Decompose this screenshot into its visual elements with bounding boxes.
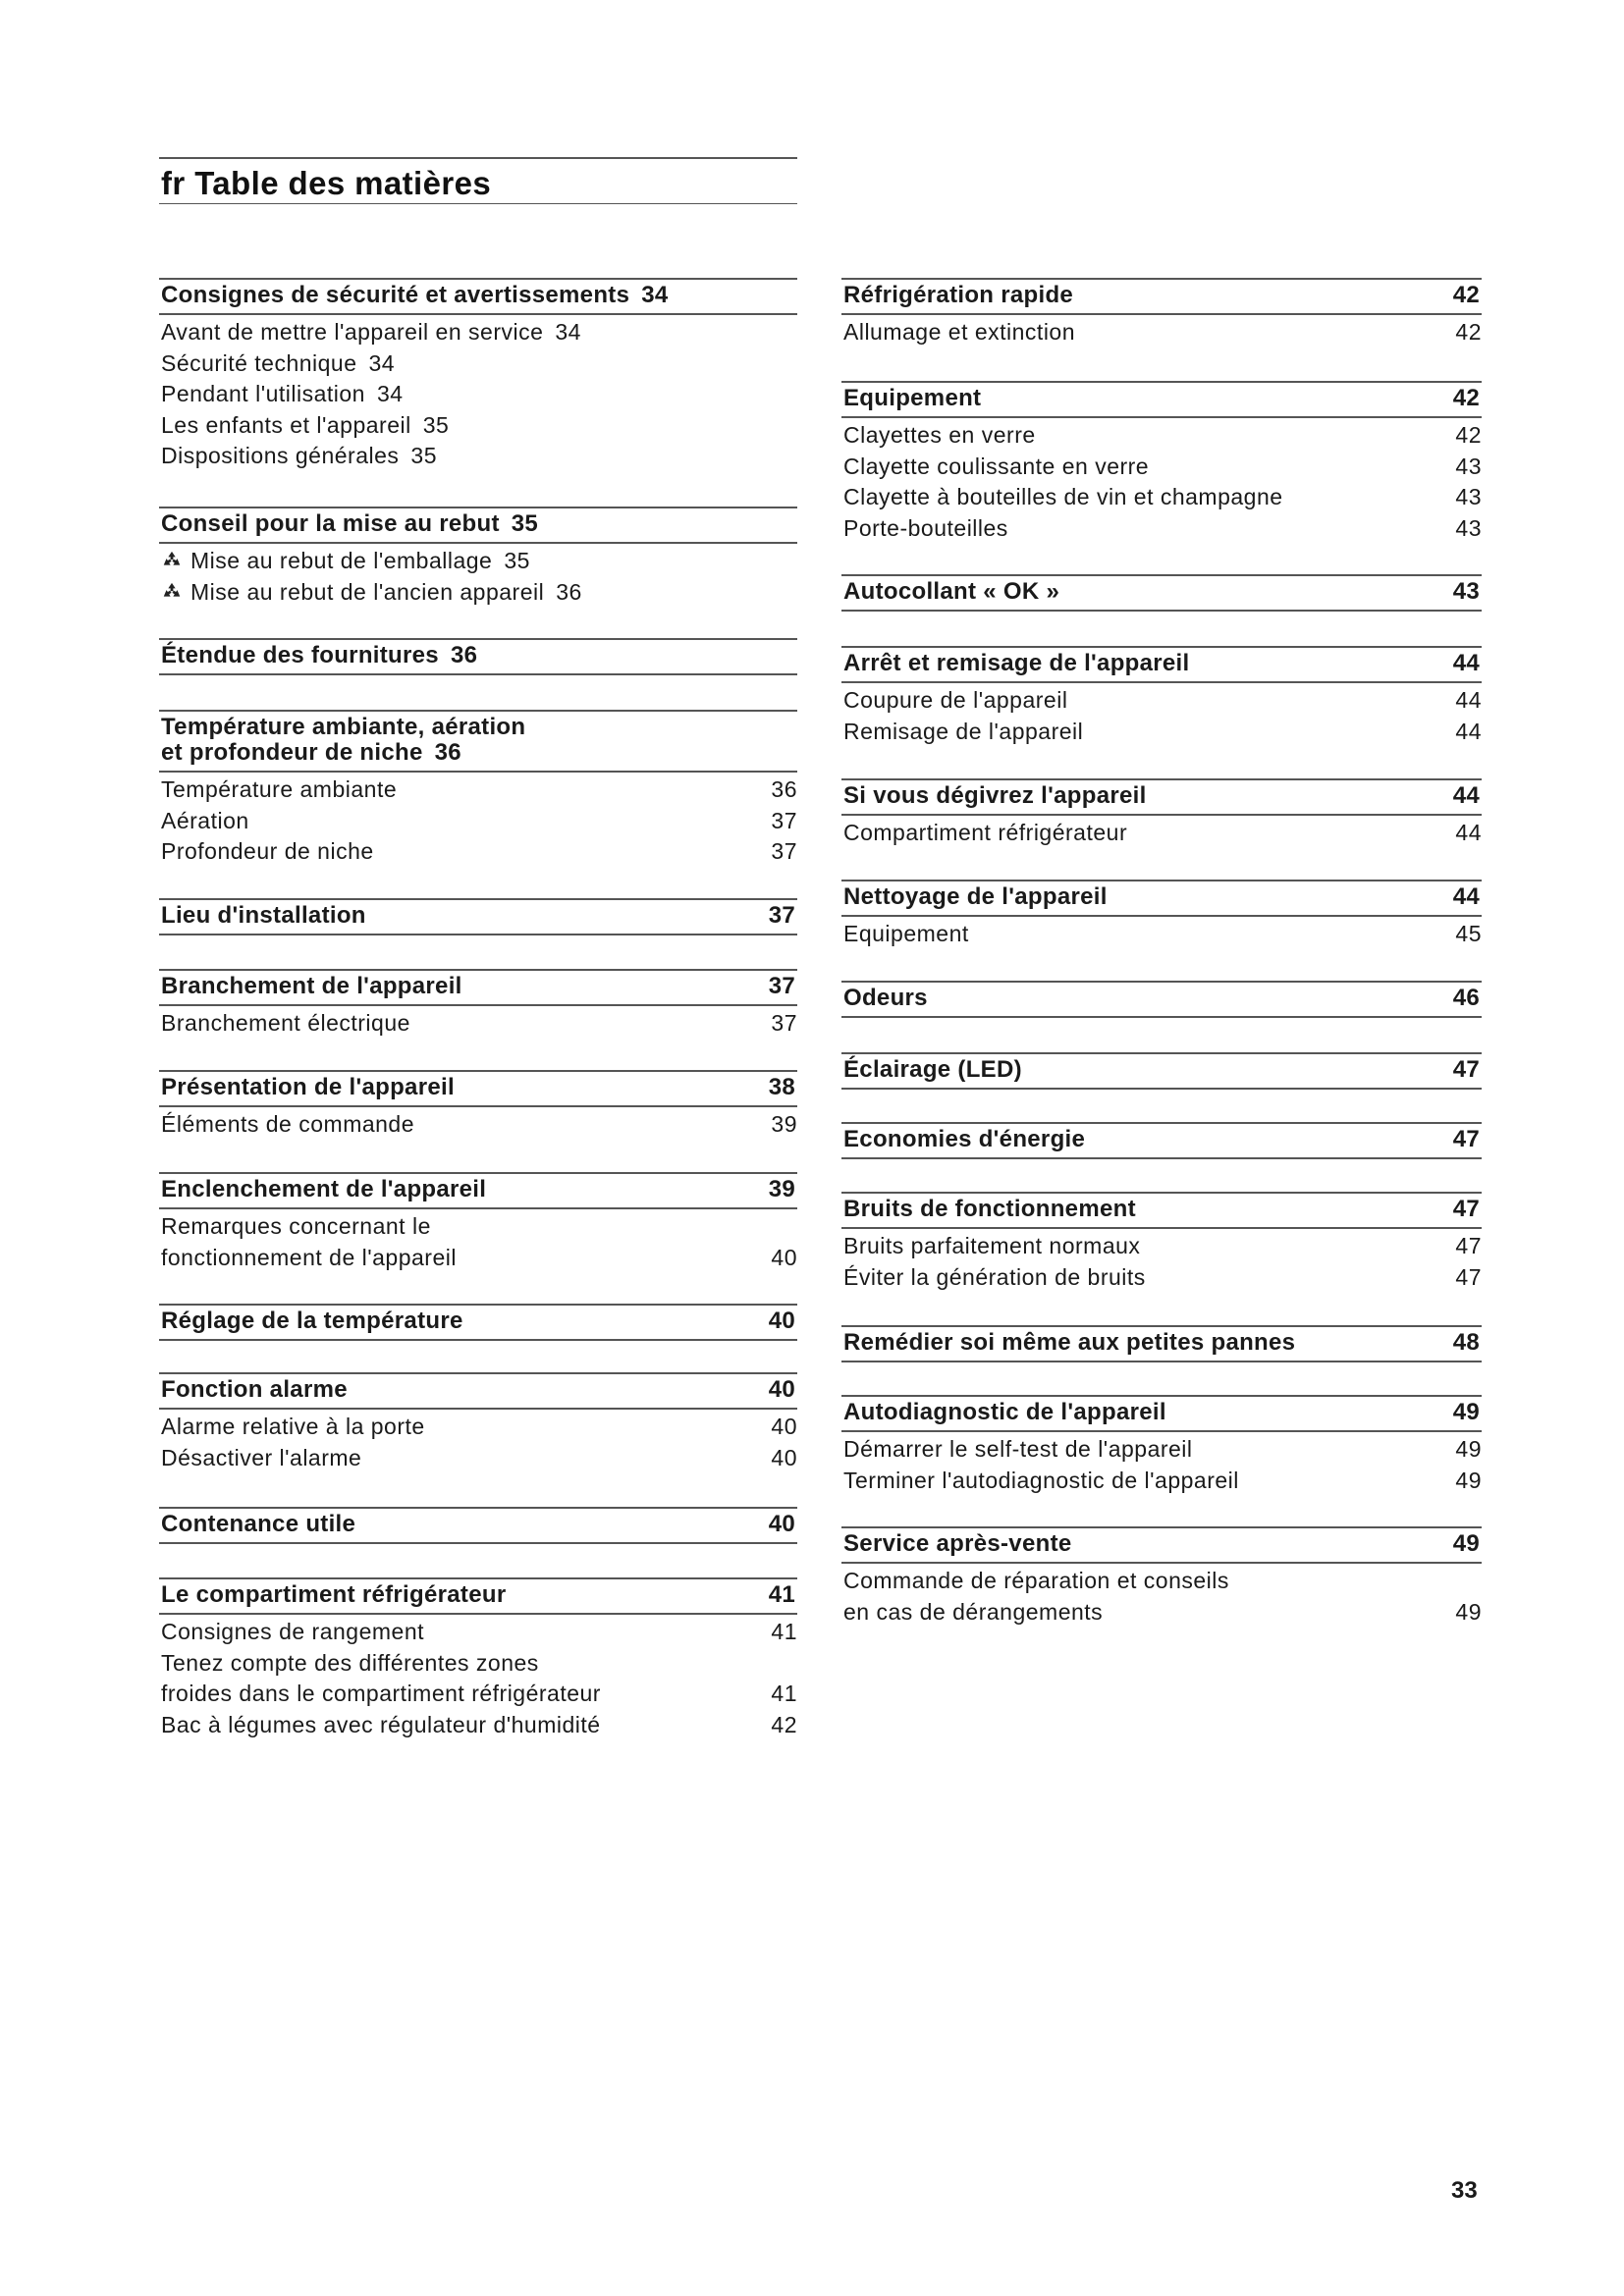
toc-section-page: 36 [434,739,461,766]
toc-section-page: 44 [1452,782,1480,809]
toc-section-heading[interactable] [841,880,1482,917]
toc-entry[interactable] [841,1466,1482,1497]
toc-entries [159,1410,797,1473]
toc-entry[interactable] [841,452,1482,483]
toc-entry-page: 35 [504,548,530,573]
toc-section-page: 40 [768,1511,795,1537]
toc-section-heading[interactable] [159,1577,797,1615]
toc-entry[interactable] [159,1617,797,1648]
toc-entries [159,1209,797,1273]
toc-entry-page: 34 [555,319,581,345]
page-title: fr Table des matières [161,165,492,201]
toc-section-page: 47 [1452,1056,1480,1083]
toc-section-title-line2: et profondeur de niche [161,739,423,766]
toc-entry-page: 43 [1455,514,1482,541]
toc-entry[interactable] [159,1109,797,1141]
toc-section-heading[interactable] [841,778,1482,816]
toc-entries [159,1107,797,1141]
toc-section [841,646,1482,747]
toc-section-title: Bruits de fonctionnement [843,1196,1136,1222]
toc-section [841,981,1482,1018]
toc-entry-label: Compartiment réfrigérateur [843,820,1128,845]
toc-section [841,1052,1482,1090]
toc-entry[interactable] [159,410,797,442]
toc-entry-page: 34 [368,349,396,376]
toc-entry[interactable] [159,774,797,806]
toc-section-title: Consignes de sécurité et avertissements [161,282,630,308]
toc-section-page: 35 [511,510,539,537]
toc-entry-page: 47 [1455,1263,1482,1290]
toc-section-heading[interactable] [159,1507,797,1544]
toc-section-heading[interactable] [841,1052,1482,1090]
toc-section-title: Economies d'énergie [843,1126,1086,1152]
toc-entry[interactable] [159,1412,797,1443]
toc-entry[interactable] [841,1262,1482,1294]
toc-section [841,574,1482,612]
toc-entry-label: fonctionnement de l'appareil [161,1244,457,1270]
toc-entry-page: 44 [1455,718,1482,744]
toc-section-heading[interactable] [159,898,797,935]
toc-entry[interactable] [159,1008,797,1040]
toc-section-heading[interactable] [841,1526,1482,1564]
toc-section-heading[interactable] [841,1325,1482,1362]
toc-entry-label: Commande de réparation et conseils [843,1568,1229,1593]
toc-entries [159,773,797,868]
toc-entries [841,1229,1482,1293]
toc-entry-label: Bruits parfaitement normaux [843,1233,1141,1258]
toc-section-title: Autodiagnostic de l'appareil [843,1399,1166,1425]
toc-entry-label: Sécurité technique [161,349,357,376]
toc-entry[interactable] [159,577,797,609]
toc-entry[interactable] [159,1648,797,1680]
toc-section [841,880,1482,950]
toc-entry-label: Aération [161,807,249,833]
toc-entry-label: Remarques concernant le [161,1213,431,1239]
toc-entry-label: Tenez compte des différentes zones [161,1649,539,1676]
toc-section-title: Lieu d'installation [161,902,366,929]
toc-section-title: Arrêt et remisage de l'appareil [843,650,1190,676]
toc-entry-page: 42 [1455,319,1482,345]
toc-section-title: Présentation de l'appareil [161,1074,455,1100]
toc-section-heading[interactable] [841,1192,1482,1229]
toc-entry-page: 40 [771,1444,797,1470]
toc-entry[interactable] [841,1566,1482,1597]
toc-entry-page: 44 [1455,820,1482,845]
toc-section [159,507,797,608]
toc-entry-page: 40 [771,1244,797,1270]
toc-entry-page: 44 [1455,687,1482,713]
toc-entry-label: Clayettes en verre [843,422,1036,448]
toc-section [841,778,1482,849]
toc-section-title: Contenance utile [161,1511,356,1537]
toc-section [159,1577,797,1740]
toc-entry-label: Dispositions générales [161,443,400,468]
page-number: 33 [1451,2177,1478,2204]
toc-section-heading[interactable] [841,1395,1482,1432]
toc-entry-page: 36 [771,776,797,802]
toc-section-title: Enclenchement de l'appareil [161,1176,487,1202]
toc-section-title: Remédier soi même aux petites pannes [843,1329,1296,1356]
toc-entry[interactable] [841,1434,1482,1466]
toc-entry-label: Éviter la génération de bruits [843,1263,1146,1290]
toc-section-title: Éclairage (LED) [843,1056,1022,1083]
toc-section-heading[interactable] [159,1172,797,1209]
toc-section-title: Nettoyage de l'appareil [843,883,1108,910]
toc-section-page: 48 [1452,1329,1480,1356]
toc-entry-label: Avant de mettre l'appareil en service [161,319,544,345]
toc-entry-page: 41 [771,1619,797,1644]
toc-entry[interactable] [159,317,797,348]
toc-section-title: Température ambiante, aération [161,714,526,740]
toc-entry-label: Porte-bouteilles [843,514,1008,541]
toc-section-page: 47 [1452,1196,1480,1222]
toc-entry[interactable] [159,836,797,868]
toc-section-page: 39 [768,1176,795,1202]
toc-section-heading[interactable] [159,638,797,675]
toc-section [159,898,797,935]
toc-section-heading[interactable] [841,646,1482,683]
toc-section [159,638,797,675]
toc-section-heading[interactable] [159,507,797,544]
toc-entry-page: 39 [771,1111,797,1137]
toc-section-page: 36 [450,642,478,668]
toc-section-page: 49 [1452,1530,1480,1557]
toc-entry-page: 37 [771,807,797,833]
toc-entry[interactable] [159,348,797,380]
recycle-icon [161,550,183,571]
toc-entry-page: 34 [376,381,404,406]
toc-section [841,1526,1482,1628]
toc-section [159,1070,797,1141]
toc-section-heading[interactable] [841,1122,1482,1159]
toc-entries [841,683,1482,747]
toc-entry[interactable] [159,441,797,472]
toc-section-title: Conseil pour la mise au rebut [161,510,500,537]
toc-entries [841,917,1482,950]
toc-entry[interactable] [159,379,797,410]
toc-entries [841,315,1482,348]
toc-entry[interactable] [841,919,1482,950]
toc-entry[interactable] [159,546,797,577]
toc-entry[interactable] [841,818,1482,849]
toc-entry-label: Alarme relative à la porte [161,1414,425,1439]
toc-section [841,1325,1482,1362]
toc-entries [159,315,797,472]
toc-section-title: Fonction alarme [161,1376,348,1403]
toc-entry[interactable] [841,685,1482,717]
toc-section-page: 42 [1452,282,1480,308]
toc-entry-label: Equipement [843,921,969,946]
toc-section-title: Branchement de l'appareil [161,973,462,999]
toc-section-title: Autocollant « OK » [843,578,1060,605]
toc-entry-page: 49 [1455,1436,1482,1462]
toc-entries [841,1564,1482,1628]
toc-section-page: 40 [768,1308,795,1334]
toc-entry[interactable] [159,1243,797,1274]
toc-entry[interactable] [159,1679,797,1710]
toc-section-page: 34 [641,282,669,308]
toc-section-heading[interactable] [841,981,1482,1018]
toc-section-heading[interactable] [841,278,1482,315]
toc-entry[interactable] [841,420,1482,452]
toc-entries [159,544,797,608]
toc-section-page: 41 [768,1581,795,1608]
toc-entries [841,418,1482,544]
page-title-block [159,157,797,204]
toc-entry-page: 43 [1455,453,1482,479]
toc-section [841,278,1482,348]
toc-entry-label: Bac à légumes avec régulateur d'humidité [161,1711,601,1737]
toc-entry-page: 35 [422,411,450,438]
toc-section [159,1372,797,1473]
toc-entries [841,1432,1482,1496]
toc-section-page: 40 [768,1376,795,1403]
recycle-icon [161,581,183,603]
toc-entry-label: Terminer l'autodiagnostic de l'appareil [843,1467,1239,1493]
toc-section-heading[interactable] [159,1304,797,1341]
toc-section-title: Réfrigération rapide [843,282,1074,308]
toc-entry-label: froides dans le compartiment réfrigérateur [161,1681,601,1706]
toc-entry[interactable] [841,1597,1482,1629]
toc-entry-page: 40 [771,1414,797,1439]
toc-entry-label: Mise au rebut de l'ancien appareil [190,578,545,605]
toc-section [159,278,797,472]
toc-section [159,1507,797,1544]
toc-section-page: 47 [1452,1126,1480,1152]
toc-entry-page: 42 [771,1711,797,1737]
toc-entry-label: Les enfants et l'appareil [161,411,411,438]
toc-entry-page: 43 [1455,484,1482,509]
toc-entry[interactable] [159,1211,797,1243]
toc-entries [159,1615,797,1740]
toc-entry-label: Coupure de l'appareil [843,687,1068,713]
toc-entry[interactable] [841,513,1482,545]
toc-entry-label: Allumage et extinction [843,319,1076,345]
toc-section-heading[interactable] [159,710,797,773]
toc-section-page: 46 [1452,985,1480,1011]
toc-section-title: Réglage de la température [161,1308,463,1334]
toc-section-page: 43 [1452,578,1480,605]
toc-entry-label: Clayette à bouteilles de vin et champagne [843,484,1283,509]
toc-section-page: 49 [1452,1399,1480,1425]
toc-entry[interactable] [841,717,1482,748]
toc-entry-page: 37 [771,838,797,864]
toc-section [159,1172,797,1273]
toc-section-title: Le compartiment réfrigérateur [161,1581,507,1608]
toc-entry-label: en cas de dérangements [843,1598,1104,1625]
toc-entry[interactable] [159,1443,797,1474]
toc-entry[interactable] [841,1231,1482,1262]
toc-entry-page: 41 [771,1681,797,1706]
toc-entries [159,1006,797,1040]
toc-entry-label: Remisage de l'appareil [843,718,1084,744]
toc-entry-label: Branchement électrique [161,1010,410,1036]
toc-entry-page: 42 [1455,422,1482,448]
toc-section-heading[interactable] [841,574,1482,612]
toc-entry-label: Éléments de commande [161,1111,415,1137]
toc-entry-page: 35 [410,443,437,468]
toc-entry-label: Mise au rebut de l'emballage [190,548,493,573]
toc-section [841,1395,1482,1496]
toc-section-heading[interactable] [841,381,1482,418]
toc-section-page: 42 [1452,385,1480,411]
toc-entry[interactable] [159,1710,797,1741]
toc-entry[interactable] [841,482,1482,513]
toc-section-page: 37 [768,973,795,999]
toc-section [841,1122,1482,1159]
toc-entry-page: 45 [1455,921,1482,946]
toc-section-title: Service après-vente [843,1530,1072,1557]
toc-section-page: 44 [1452,650,1480,676]
toc-section-title: Si vous dégivrez l'appareil [843,782,1147,809]
toc-section-page: 38 [768,1074,795,1100]
toc-section-heading[interactable] [159,1070,797,1107]
toc-section-page: 44 [1452,883,1480,910]
toc-section-title: Odeurs [843,985,928,1011]
toc-entry-page: 37 [771,1010,797,1036]
toc-entry-page: 47 [1455,1233,1482,1258]
toc-entries [841,816,1482,849]
toc-section [841,1192,1482,1293]
toc-section [159,1304,797,1341]
toc-entry-label: Profondeur de niche [161,838,374,864]
toc-section-heading[interactable] [159,278,797,315]
toc-section [841,381,1482,544]
toc-entry-label: Désactiver l'alarme [161,1444,362,1470]
toc-entry-page: 49 [1455,1467,1482,1493]
toc-entry-page: 49 [1455,1598,1482,1625]
toc-section [159,710,797,868]
toc-section [159,969,797,1040]
toc-section-heading[interactable] [159,1372,797,1410]
toc-entry-label: Consignes de rangement [161,1619,424,1644]
toc-section-title: Equipement [843,385,982,411]
toc-entry-page: 36 [556,578,582,605]
toc-section-page: 37 [768,902,795,929]
toc-entry[interactable] [159,806,797,837]
toc-section-heading[interactable] [159,969,797,1006]
toc-entry-label: Clayette coulissante en verre [843,453,1150,479]
toc-entry-label: Pendant l'utilisation [161,381,365,406]
toc-entry-label: Démarrer le self-test de l'appareil [843,1436,1193,1462]
toc-entry[interactable] [841,317,1482,348]
toc-entry-label: Température ambiante [161,776,398,802]
toc-section-title: Étendue des fournitures [161,642,439,668]
